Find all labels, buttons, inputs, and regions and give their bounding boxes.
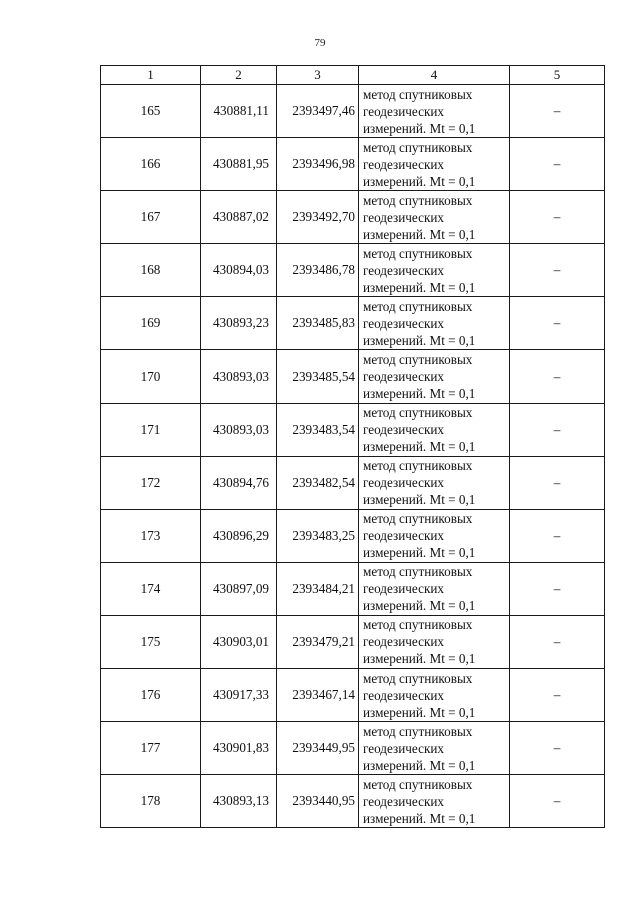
point-number: 167	[101, 191, 201, 244]
col5-dash: –	[510, 403, 605, 456]
y-coordinate: 2393440,95	[277, 775, 359, 828]
method-line-1: метод спутниковых	[363, 776, 473, 792]
method-line-2: геодезических	[363, 528, 445, 544]
col5-dash: –	[510, 297, 605, 350]
method-description	[359, 562, 510, 615]
y-coordinate: 2393496,98	[277, 138, 359, 191]
method-description	[359, 722, 510, 775]
method-line-1: метод спутниковых	[363, 458, 473, 474]
table-row	[101, 403, 605, 456]
col5-dash: –	[510, 509, 605, 562]
method-line-3: измерений. Mt = 0,1	[363, 810, 476, 826]
point-number: 172	[101, 456, 201, 509]
point-number: 166	[101, 138, 201, 191]
x-coordinate: 430901,83	[201, 722, 277, 775]
method-line-1: метод спутниковых	[363, 192, 473, 208]
method-description	[359, 244, 510, 297]
method-line-2: геодезических	[363, 793, 445, 809]
col5-dash: –	[510, 244, 605, 297]
col5-dash: –	[510, 615, 605, 668]
y-coordinate: 2393485,54	[277, 350, 359, 403]
point-number: 168	[101, 244, 201, 297]
x-coordinate: 430893,03	[201, 350, 277, 403]
method-line-1: метод спутниковых	[363, 405, 473, 421]
table-row	[101, 297, 605, 350]
page-number: 79	[314, 37, 326, 49]
table-row	[101, 191, 605, 244]
point-number: 173	[101, 509, 201, 562]
table-row	[101, 775, 605, 828]
method-line-2: геодезических	[363, 209, 445, 225]
col5-dash: –	[510, 669, 605, 722]
y-coordinate: 2393497,46	[277, 85, 359, 138]
method-description	[359, 509, 510, 562]
header-col-5: 5	[510, 66, 605, 85]
method-line-1: метод спутниковых	[363, 723, 473, 739]
method-description	[359, 191, 510, 244]
y-coordinate: 2393449,95	[277, 722, 359, 775]
method-line-2: геодезических	[363, 634, 445, 650]
method-line-3: измерений. Mt = 0,1	[363, 332, 476, 348]
method-line-1: метод спутниковых	[363, 564, 473, 580]
method-line-2: геодезических	[363, 315, 445, 331]
col5-dash: –	[510, 562, 605, 615]
y-coordinate: 2393483,25	[277, 509, 359, 562]
method-line-2: геодезических	[363, 687, 445, 703]
header-col-4: 4	[359, 66, 510, 85]
point-number: 175	[101, 615, 201, 668]
method-line-3: измерений. Mt = 0,1	[363, 757, 476, 773]
method-line-1: метод спутниковых	[363, 617, 473, 633]
x-coordinate: 430881,11	[201, 85, 277, 138]
table-row	[101, 456, 605, 509]
table-row	[101, 509, 605, 562]
point-number: 177	[101, 722, 201, 775]
method-line-3: измерений. Mt = 0,1	[363, 545, 476, 561]
col5-dash: –	[510, 138, 605, 191]
header-col-2: 2	[201, 66, 277, 85]
method-description	[359, 297, 510, 350]
x-coordinate: 430881,95	[201, 138, 277, 191]
point-number: 169	[101, 297, 201, 350]
method-line-1: метод спутниковых	[363, 139, 473, 155]
method-line-3: измерений. Mt = 0,1	[363, 226, 476, 242]
col5-dash: –	[510, 350, 605, 403]
header-col-1: 1	[101, 66, 201, 85]
col5-dash: –	[510, 191, 605, 244]
point-number: 174	[101, 562, 201, 615]
col5-dash: –	[510, 456, 605, 509]
x-coordinate: 430894,03	[201, 244, 277, 297]
method-description	[359, 403, 510, 456]
method-line-2: геодезических	[363, 369, 445, 385]
method-description	[359, 456, 510, 509]
method-description	[359, 138, 510, 191]
method-line-2: геодезических	[363, 422, 445, 438]
point-number: 171	[101, 403, 201, 456]
method-line-3: измерений. Mt = 0,1	[363, 598, 476, 614]
x-coordinate: 430903,01	[201, 615, 277, 668]
method-description	[359, 350, 510, 403]
x-coordinate: 430887,02	[201, 191, 277, 244]
table-body	[101, 85, 605, 828]
method-line-1: метод спутниковых	[363, 511, 473, 527]
table-header	[101, 66, 605, 85]
table-row	[101, 85, 605, 138]
method-description	[359, 615, 510, 668]
method-description	[359, 669, 510, 722]
method-line-3: измерений. Mt = 0,1	[363, 120, 476, 136]
method-line-2: геодезических	[363, 103, 445, 119]
y-coordinate: 2393492,70	[277, 191, 359, 244]
table-row	[101, 562, 605, 615]
method-line-3: измерений. Mt = 0,1	[363, 651, 476, 667]
x-coordinate: 430893,03	[201, 403, 277, 456]
y-coordinate: 2393483,54	[277, 403, 359, 456]
table-row	[101, 244, 605, 297]
point-number: 165	[101, 85, 201, 138]
table-row	[101, 722, 605, 775]
y-coordinate: 2393482,54	[277, 456, 359, 509]
col5-dash: –	[510, 722, 605, 775]
x-coordinate: 430917,33	[201, 669, 277, 722]
method-line-1: метод спутниковых	[363, 245, 473, 261]
method-line-2: геодезических	[363, 740, 445, 756]
y-coordinate: 2393467,14	[277, 669, 359, 722]
y-coordinate: 2393485,83	[277, 297, 359, 350]
y-coordinate: 2393479,21	[277, 615, 359, 668]
method-line-3: измерений. Mt = 0,1	[363, 704, 476, 720]
method-description	[359, 85, 510, 138]
x-coordinate: 430896,29	[201, 509, 277, 562]
header-row	[101, 66, 605, 85]
table-row	[101, 669, 605, 722]
method-line-1: метод спутниковых	[363, 352, 473, 368]
method-line-1: метод спутниковых	[363, 86, 473, 102]
x-coordinate: 430893,13	[201, 775, 277, 828]
method-line-3: измерений. Mt = 0,1	[363, 173, 476, 189]
col5-dash: –	[510, 85, 605, 138]
table-row	[101, 615, 605, 668]
point-number: 178	[101, 775, 201, 828]
method-line-1: метод спутниковых	[363, 298, 473, 314]
method-line-3: измерений. Mt = 0,1	[363, 386, 476, 402]
method-line-2: геодезических	[363, 475, 445, 491]
y-coordinate: 2393484,21	[277, 562, 359, 615]
method-line-3: измерений. Mt = 0,1	[363, 279, 476, 295]
table-row	[101, 138, 605, 191]
x-coordinate: 430897,09	[201, 562, 277, 615]
header-col-3: 3	[277, 66, 359, 85]
method-line-3: измерений. Mt = 0,1	[363, 439, 476, 455]
method-line-1: метод спутниковых	[363, 670, 473, 686]
method-line-3: измерений. Mt = 0,1	[363, 492, 476, 508]
method-line-2: геодезических	[363, 156, 445, 172]
table-row	[101, 350, 605, 403]
coordinates-table	[100, 65, 605, 828]
method-line-2: геодезических	[363, 262, 445, 278]
point-number: 170	[101, 350, 201, 403]
x-coordinate: 430894,76	[201, 456, 277, 509]
y-coordinate: 2393486,78	[277, 244, 359, 297]
point-number: 176	[101, 669, 201, 722]
method-description	[359, 775, 510, 828]
col5-dash: –	[510, 775, 605, 828]
x-coordinate: 430893,23	[201, 297, 277, 350]
method-line-2: геодезических	[363, 581, 445, 597]
